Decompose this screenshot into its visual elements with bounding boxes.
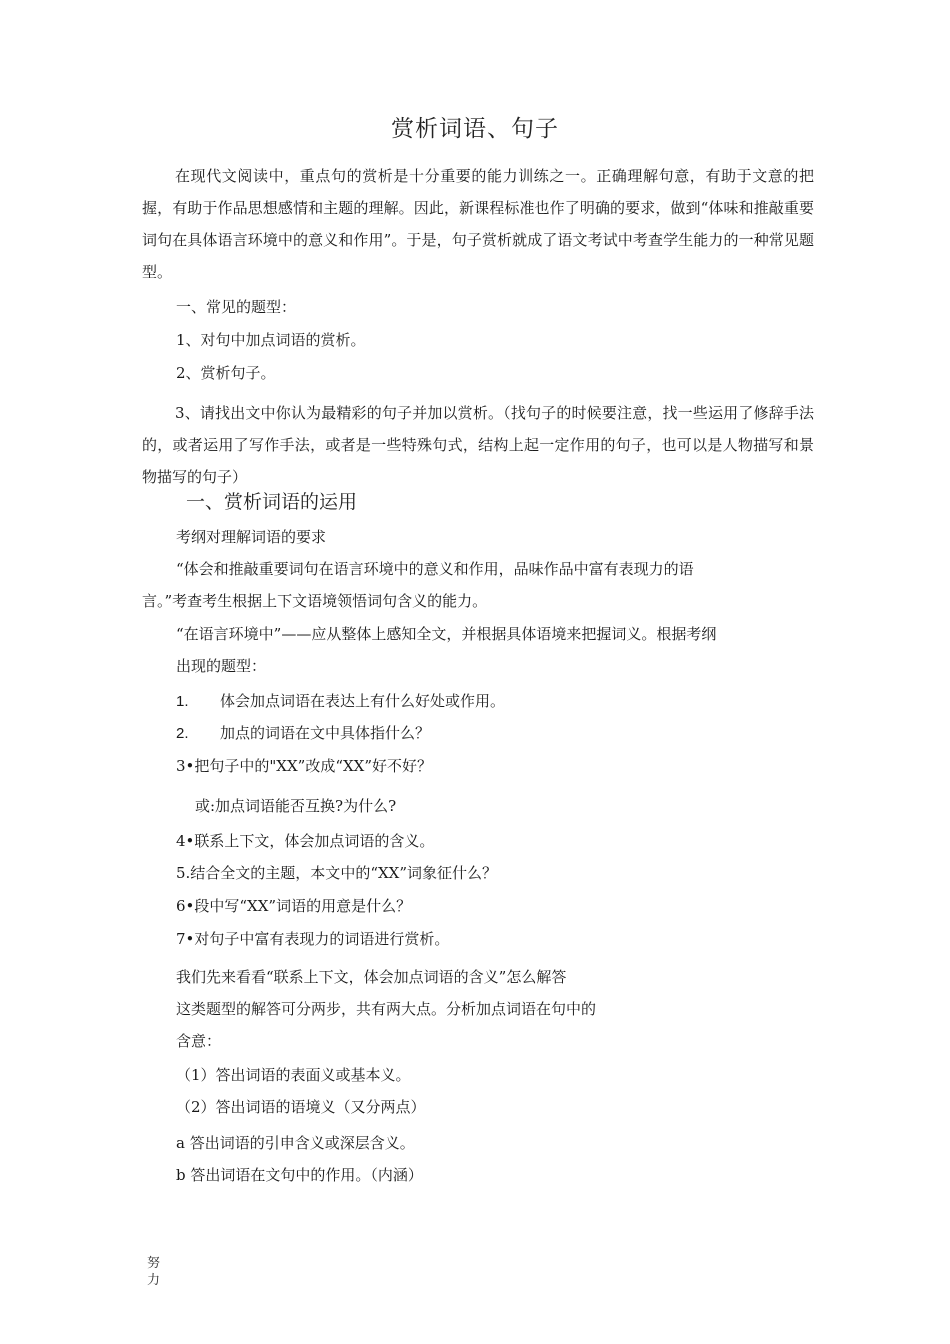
question-item-3: 3•把句子中的"XX”改成“XX”好不好？ [176, 757, 433, 775]
type-item-3: 3、请找出文中你认为最精彩的句子并加以赏析。（找句子的时候要注意，找一些运用了修辞手法的，或者运用了写作手法，或者是一些特殊句式，结构上起一定作用的句子，也可以是人物描写和景物描写的句子） [142, 404, 814, 486]
syllabus-quote-line-2: 言。”考查考生根据上下文语境领悟词句含义的能力。 [142, 592, 488, 610]
intro-paragraph: 在现代文阅读中，重点句的赏析是十分重要的能力训练之一。正确理解句意，有助于文意的把握，有助于作品思想感情和主题的理解。因此，新课程标准也作了明确的要求，做到“体味和推敲重要词句在具体语言环境中的意义和作用”。于是，句子赏析就成了语文考试中考查学生能力的一种常见题型。 [142, 167, 814, 281]
footer-text [147, 1255, 165, 1289]
answer-step-2: （2）答出词语的语境义（又分两点） [176, 1098, 426, 1116]
question-item-6: 6•段中写“XX”词语的用意是什么？ [176, 897, 412, 915]
answer-step-1: （1）答出词语的表面义或基本义。 [176, 1066, 411, 1084]
answer-step-b: b 答出词语在文句中的作用。（内涵） [176, 1166, 423, 1184]
question-text: 体会加点词语在表达上有什么好处或作用。 [220, 692, 506, 710]
question-item-2 [176, 722, 430, 745]
page-title: 赏析词语、句子 [391, 116, 559, 142]
question-number: 1. [176, 693, 189, 710]
question-item-3-alternative: 或:加点词语能否互换?为什么? [195, 797, 397, 815]
method-line-3: 含意： [176, 1032, 222, 1050]
syllabus-quote-line-1: “体会和推敲重要词句在语言环境中的意义和作用，品味作品中富有表现力的语 [176, 560, 694, 578]
section-heading: 一、赏析词语的运用 [186, 491, 358, 513]
types-heading: 一、常见的题型： [176, 298, 297, 316]
answer-step-a: a 答出词语的引申含义或深层含义。 [176, 1134, 415, 1152]
context-line-1: “在语言环境中”——应从整体上感知全文，并根据具体语境来把握词义。根据考纲 [176, 625, 717, 643]
question-item-7: 7•对句子中富有表现力的词语进行赏析。 [176, 930, 450, 948]
question-item-5: 5.结合全文的主题，本文中的“XX”词象征什么？ [176, 864, 498, 882]
footer-char: 力 [147, 1273, 161, 1288]
question-item-4: 4•联系上下文，体会加点词语的含义。 [176, 832, 435, 850]
type-item-2: 2、赏析句子。 [176, 364, 276, 382]
question-number: 2. [176, 725, 189, 742]
question-item-1 [176, 690, 505, 713]
question-text: 加点的词语在文中具体指什么？ [220, 724, 431, 742]
type-item-1: 1、对句中加点词语的赏析。 [176, 331, 366, 349]
context-line-2: 出现的题型： [176, 657, 267, 675]
syllabus-label: 考纲对理解词语的要求 [176, 528, 327, 546]
method-line-2: 这类题型的解答可分两步，共有两大点。分析加点词语在句中的 [176, 1000, 597, 1018]
method-line-1: 我们先来看看“联系上下文，体会加点词语的含义”怎么解答 [176, 968, 567, 986]
footer-char: 努 [147, 1256, 161, 1271]
